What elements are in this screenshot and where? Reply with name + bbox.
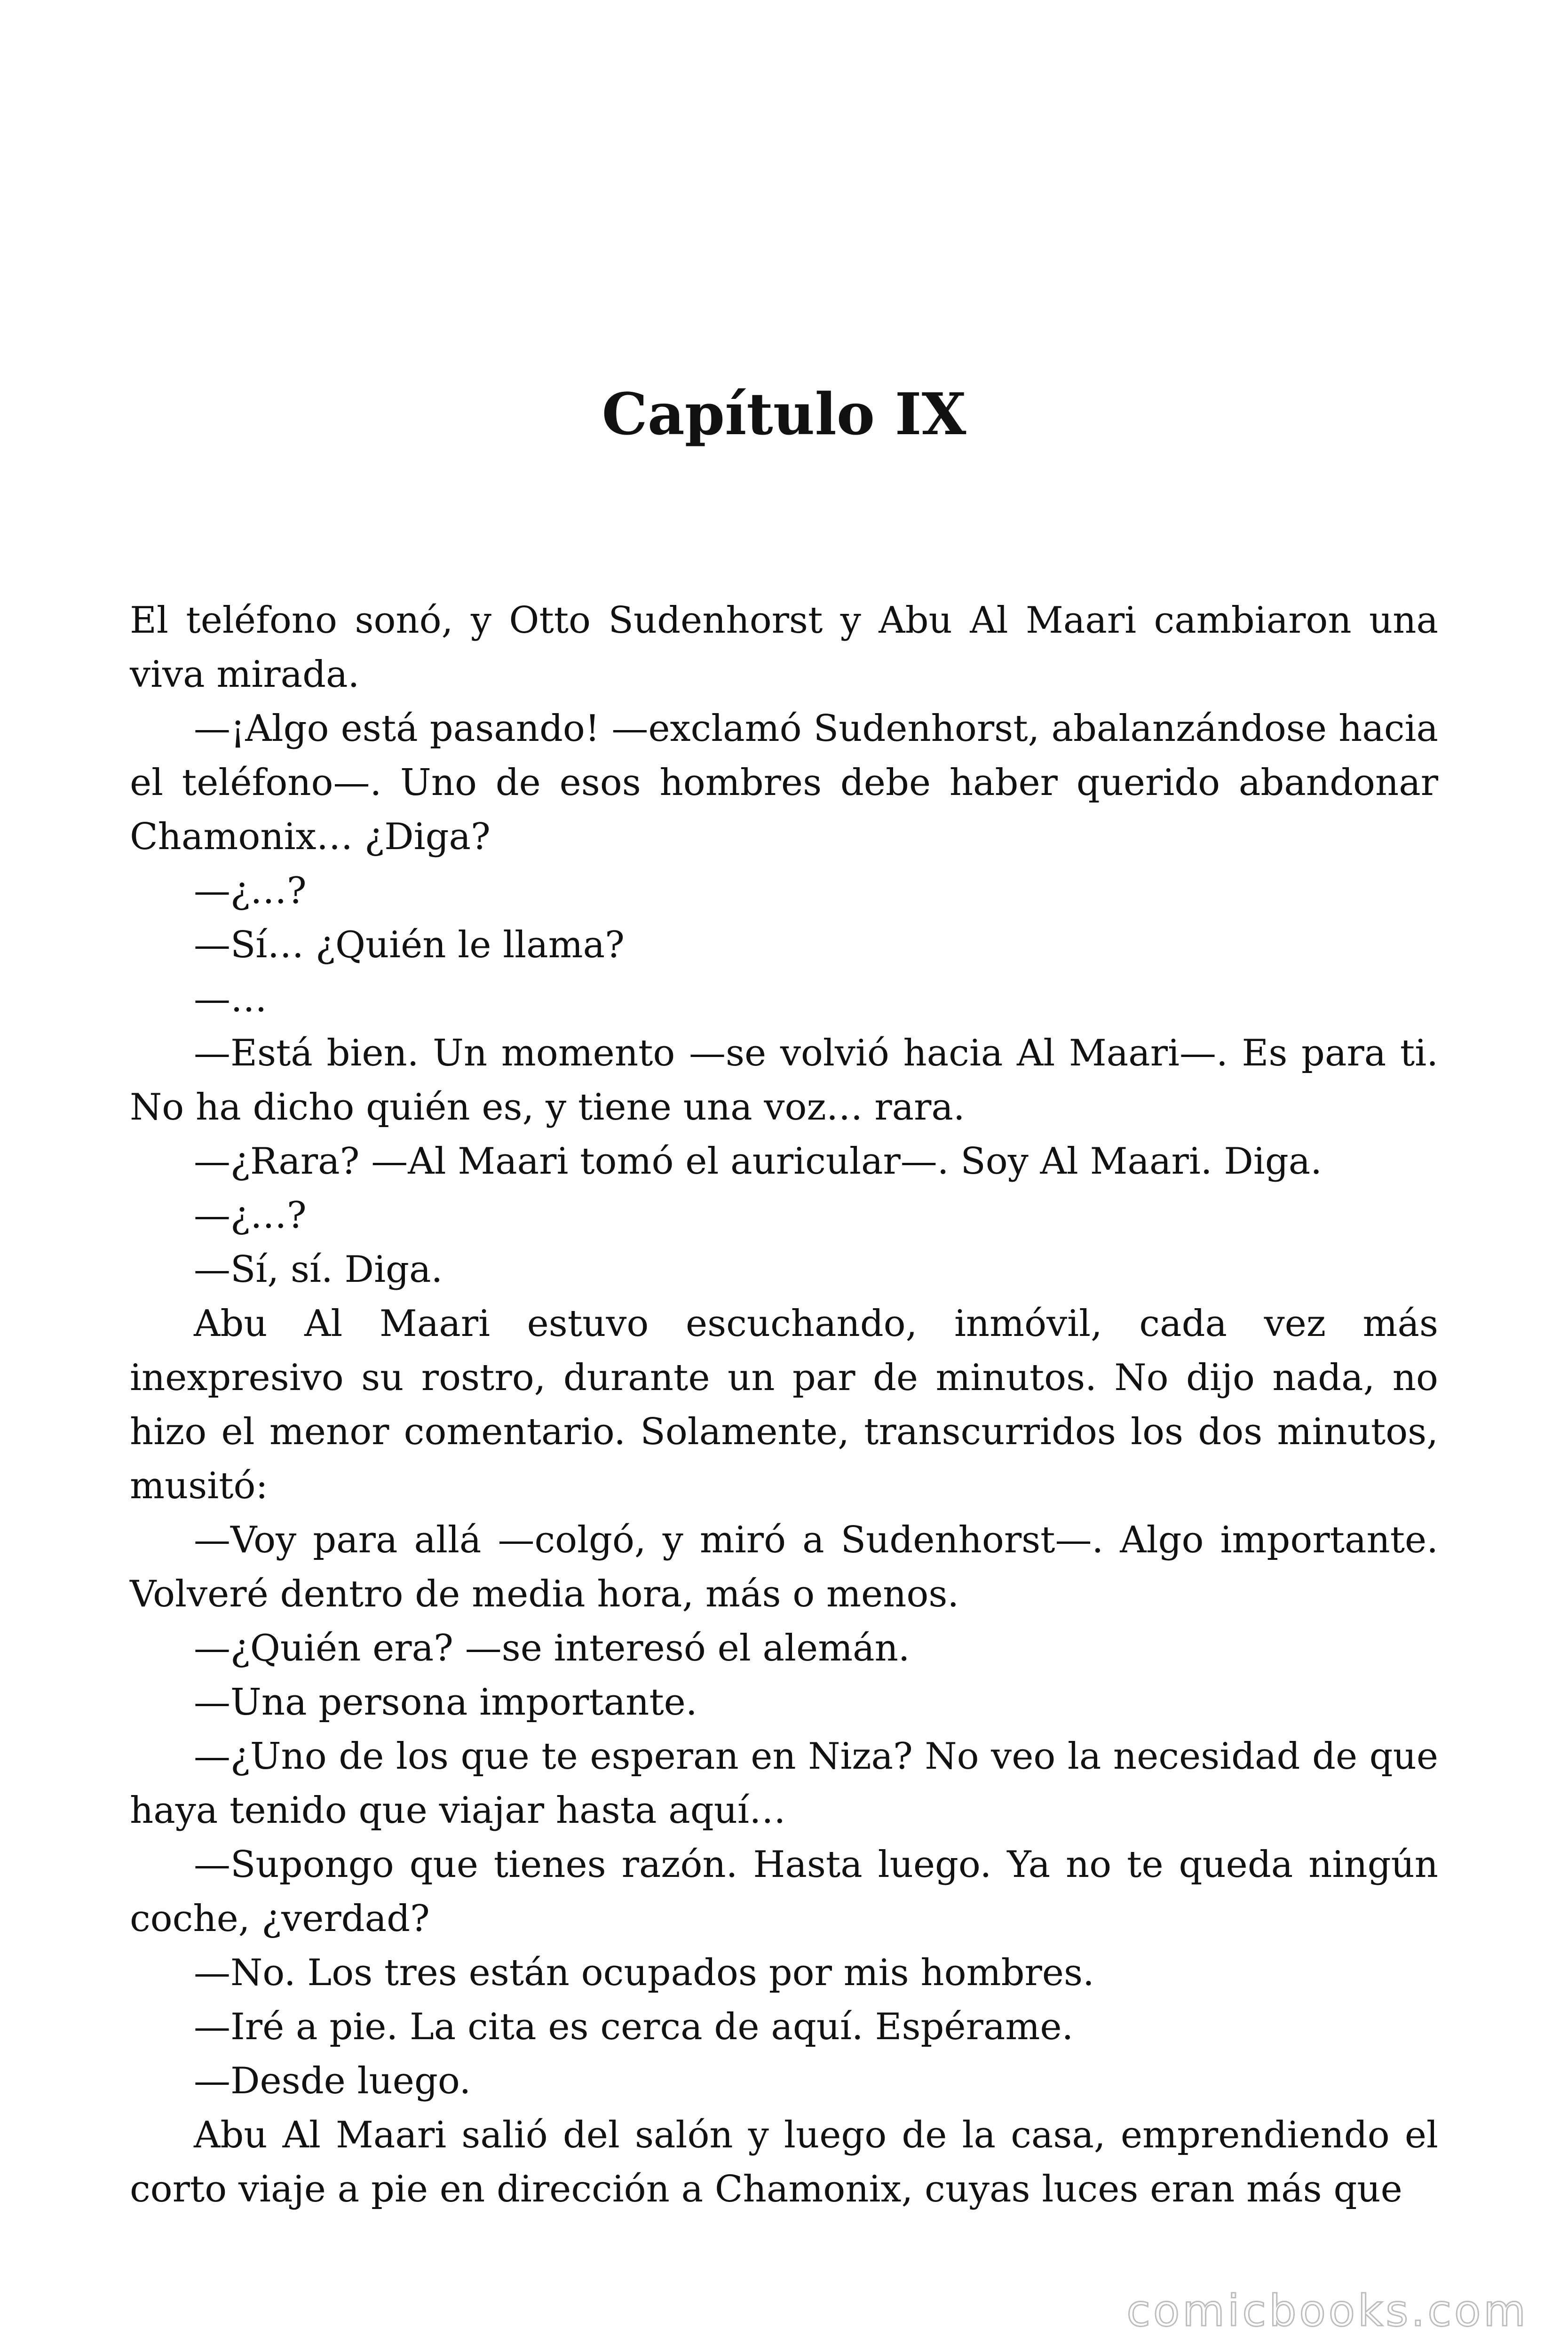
paragraph: —Voy para allá —colgó, y miró a Sudenhorst—. Algo importante. Volveré dentro de media hora, más o menos. (130, 1519, 1438, 1615)
paragraph: —Está bien. Un momento —se volvió hacia Al Maari—. Es para ti. No ha dicho quién es, y tiene una voz… rara. (130, 1032, 1438, 1128)
paragraph: —No. Los tres están ocupados por mis hombres. (194, 1952, 1094, 1994)
paragraph: —¿…? (194, 870, 307, 912)
watermark: comicbooks.com (1126, 2286, 1528, 2336)
paragraph: Abu Al Maari estuvo escuchando, inmóvil, cada vez más inexpresivo su rostro, durante un par de minutos. No dijo nada, no hizo el menor comentario. Solamente, transcurridos los dos minutos, musitó: (130, 1303, 1438, 1507)
paragraph: —Sí… ¿Quién le llama? (194, 924, 625, 966)
paragraph: —¿Quién era? —se interesó el alemán. (194, 1627, 910, 1669)
paragraph: El teléfono sonó, y Otto Sudenhorst y Abu Al Maari cambiaron una viva mirada. (130, 599, 1438, 696)
paragraph: —Sí, sí. Diga. (194, 1248, 443, 1291)
paragraph: —¿Uno de los que te esperan en Niza? No veo la necesidad de que haya tenido que viajar hasta aquí… (130, 1735, 1438, 1832)
paragraph: —¿…? (194, 1194, 307, 1237)
paragraph: —Una persona importante. (194, 1681, 697, 1724)
paragraph: —¿Rara? —Al Maari tomó el auricular—. Soy Al Maari. Diga. (194, 1140, 1323, 1183)
paragraph: —Supongo que tienes razón. Hasta luego. Ya no te queda ningún coche, ¿verdad? (130, 1843, 1438, 1940)
paragraph: —Iré a pie. La cita es cerca de aquí. Espérame. (194, 2006, 1074, 2048)
chapter-title: Capítulo IX (602, 380, 966, 448)
paragraph: —Desde luego. (194, 2060, 471, 2102)
chapter-body (130, 594, 1438, 2217)
paragraph: —¡Algo está pasando! —exclamó Sudenhorst, abalanzándose hacia el teléfono—. Uno de esos hombres debe haber querido abandonar Chamonix… ¿Diga? (130, 707, 1438, 858)
paragraph: —… (194, 978, 267, 1020)
paragraph: Abu Al Maari salió del salón y luego de la casa, emprendiendo el corto viaje a pie en dirección a Chamonix, cuyas luces eran más que (130, 2114, 1438, 2210)
